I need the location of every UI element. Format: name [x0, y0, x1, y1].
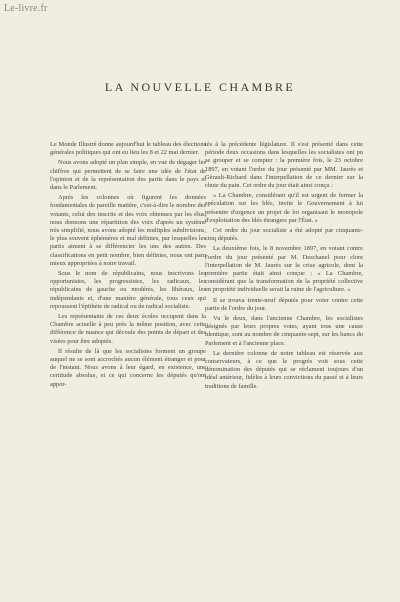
paragraph: « La Chambre, considérant qu'il est urgent de fermer la spéculation sur les blés, invite le Gouvernement à lui présenter d'urgence un projet de loi organisant le monopole d'exploitation des blés étrangers par l'État. »	[205, 192, 363, 224]
site-watermark: Le-livre.fr	[4, 3, 48, 14]
paragraph: Le Monde Illustré donne aujourd'hui le tableau des élections générales politiques qui ont eu lieu les 8 et 22 mai dernier.	[50, 141, 206, 157]
paragraph: Il résulte de là que les socialistes forment un groupe auquel ne se sont accrochés aucun élément étranger et pour de l'instant. Nous avons à leur égard, en existence, une certitude absolue, et ce qui concerne les députés qu'ont appor-	[50, 347, 206, 388]
paragraph: Nous avons adopté un plan simple, en vue de dégager les chiffres qui permettent de se faire une idée de l'état de l'opinion et de la représentation des partis dans le pays et dans le Parlement.	[50, 159, 206, 192]
article-right-column	[205, 141, 363, 393]
paragraph: Sous le nom de républicains, nous inscrivons les opportunistes, les progressistes, les radicaux, les républicains de gauche ou modérés, les libéraux, les indépendants et, d'une manière générale, tous ceux qui repoussent l'épithète de radical ou de radical socialiste.	[50, 270, 206, 310]
paragraph: Vu le deux, dans l'ancienne Chambre, les socialistes désignés par leurs propres votes, ayant tous une cause identique, sont au nombre de cinquante-sept, sur les bancs du Parlement et à l'ancienne place.	[205, 315, 363, 347]
paragraph: Les représentants de ces deux écoles occupent dans la Chambre actuelle à peu près la même position, avec cette différence de nuance qui découle des points de départ et des visées pour être adoptés.	[50, 313, 206, 345]
article-left-column	[50, 141, 206, 391]
paragraph: La deuxième fois, le 8 novembre 1897, en votant contre l'ordre du jour présenté par M. Deschanel pour clore l'interpellation de M. Jaurès sur la crise agricole, dont la première partie était ainsi conçue : « La Chambre, considérant que la transformation de la propriété collective en propriété individuelle serait la ruine de l'agriculture. »	[205, 245, 363, 294]
paragraph: Après les colonnes où figurent les données fondamentales de pareille matière, c'est-à-dire le nombre des votants, celui des inscrits et des voix obtenues par les élus, nous donnons une répartition des voix d'après un système très simplifié, nous avons adopté les multiples subdivisions, le plus souvent éphémères et mal définies, par lesquelles les partis aiment à se différencier les uns des autres. Des classifications en petit nombre, bien définies, nous ont paru mieux appropriées à notre travail.	[50, 194, 206, 267]
paragraph: La dernière colonne de notre tableau est réservée aux conservateurs, à ce que le progrès voit sous cette dénomination des députés qui se réclament toujours d'un idéal antérieur, fidèles à leurs convictions du passé et à leurs traditions de famille.	[205, 349, 363, 390]
page-title: LA NOUVELLE CHAMBRE	[104, 80, 296, 94]
paragraph: Cet ordre du jour socialiste a été adopté par cinquante-cinq députés.	[205, 227, 363, 243]
paragraph: Il se trouva trente-neuf députés pour voter contre cette partie de l'ordre du jour.	[205, 296, 363, 312]
paragraph: tés à la précédente législature. Il s'est présenté dans cette période deux occasions dans lesquelles les socialistes ont pu se grouper et se compter : la première fois, le 23 octobre 1897, en votant l'ordre du jour présenté par MM. Jaurès et Gérault-Richard dans l'interpellation de ce dernier sur la chute du pain. Cet ordre du jour était ainsi conçu :	[205, 141, 363, 190]
